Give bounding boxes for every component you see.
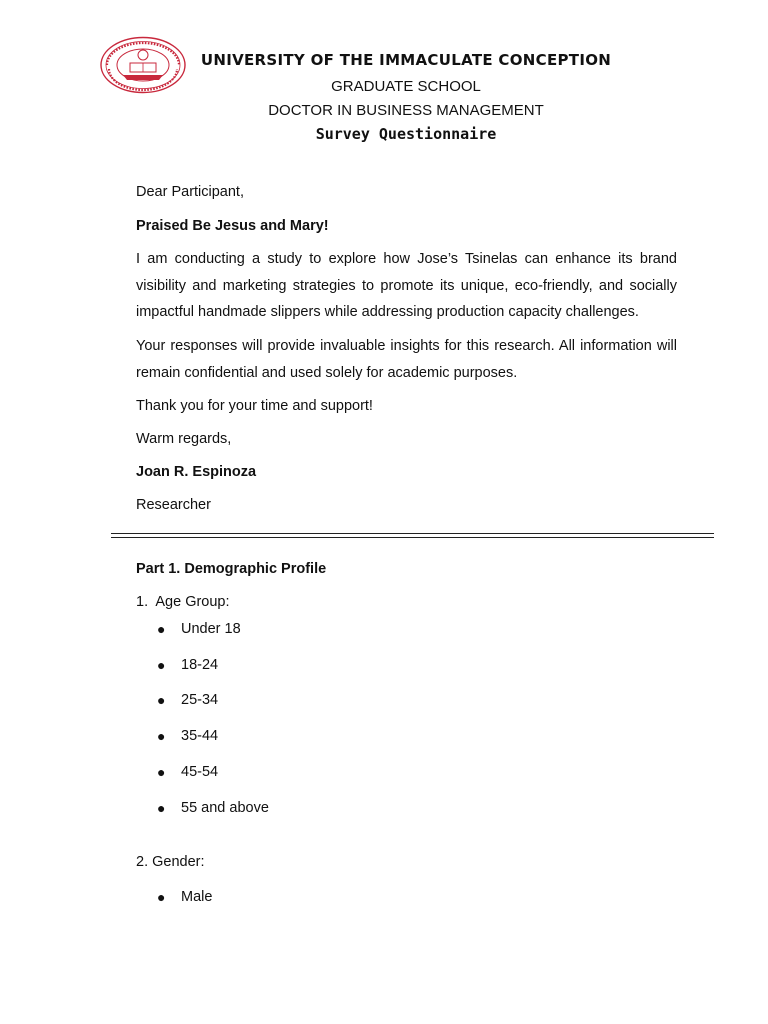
researcher-name: Joan R. Espinoza [136,464,257,480]
closing-line: Warm regards, [136,431,232,447]
researcher-role: Researcher [136,497,211,513]
section-divider-bottom [111,537,714,538]
salutation: Dear Participant, [136,184,244,200]
part1-title: Part 1. Demographic Profile [136,561,327,577]
program-name: DOCTOR IN BUSINESS MANAGEMENT [268,102,544,119]
section-divider-top [111,533,714,534]
greeting: Praised Be Jesus and Mary! [136,218,329,234]
question-label: Age Group: [155,594,230,610]
age-option-label: 18-24 [181,657,219,673]
age-option-label: 35-44 [181,728,219,744]
gender-option-label: Male [181,889,213,905]
age-option-label: 45-54 [181,764,219,780]
confidentiality-paragraph: Your responses will provide invaluable insights for this research. All information will remain confidential and used solely for academic purposes. [136,338,677,381]
university-name: UNIVERSITY OF THE IMMACULATE CONCEPTION [200,51,612,69]
age-option-label: Under 18 [181,621,241,637]
document-title: Survey Questionnaire [315,125,497,143]
bullet-icon: ● [157,657,166,673]
question-number: 1. [136,594,149,610]
thanks-line: Thank you for your time and support! [136,398,373,414]
bullet-icon: ● [157,728,166,744]
intro-paragraph: I am conducting a study to explore how Jose’s Tsinelas can enhance its brand visibility and marketing strategies to promote its unique, eco-friendly, and socially impactful handmade slippers while addressing production capacity challenges. [136,251,677,320]
bullet-icon: ● [157,764,166,780]
question-gender: 2. Gender: [136,854,205,870]
bullet-icon: ● [157,800,166,816]
bullet-icon: ● [157,889,166,905]
age-option-label: 55 and above [181,800,269,816]
age-option-label: 25-34 [181,692,219,708]
bullet-icon: ● [157,621,166,637]
bullet-icon: ● [157,692,166,708]
school-name: GRADUATE SCHOOL [331,78,481,95]
question-age-group [136,594,230,610]
